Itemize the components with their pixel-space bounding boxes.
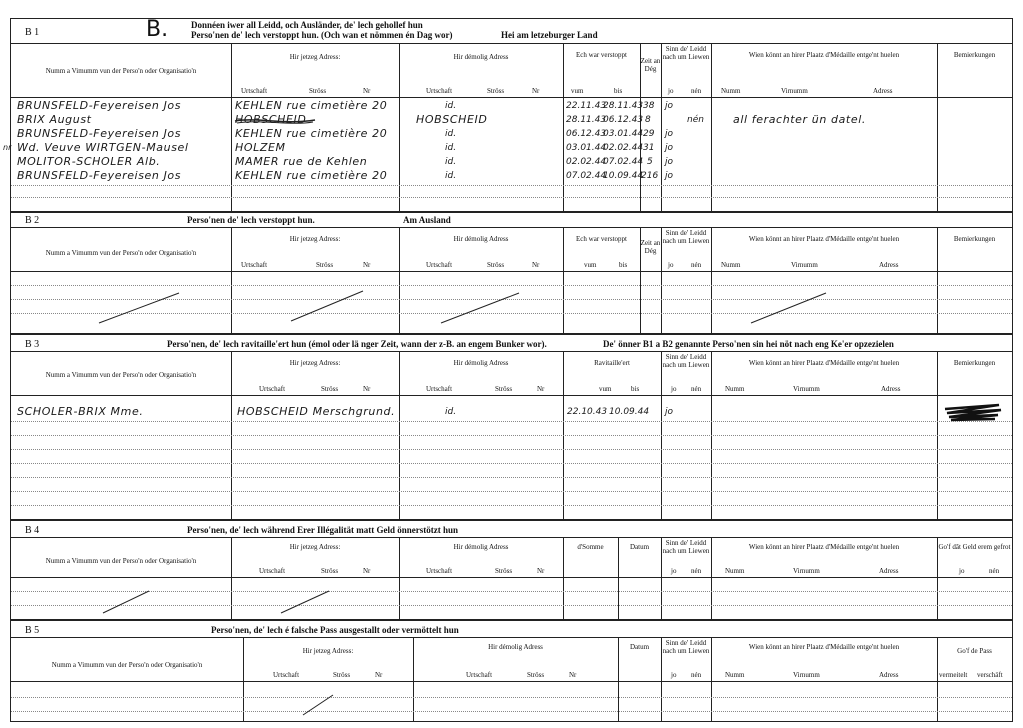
section-note: De' önner B1 a B2 genannte Perso'nen sin hei nöt nach eng Ke'er opzezielen bbox=[603, 339, 894, 349]
sub-nen: nén bbox=[691, 261, 702, 269]
sub-nr: Nr bbox=[363, 87, 371, 95]
sub-nr: Nr bbox=[363, 261, 371, 269]
entry-name: BRUNSFELD-Feyereisen Jos bbox=[17, 99, 182, 112]
entry-former: id. bbox=[445, 101, 457, 111]
sub-numm: Numm bbox=[725, 385, 745, 393]
intro-line-1: Donnéen iwer all Leidd, och Ausländer, de' lech gehollef hun bbox=[191, 20, 423, 30]
sub-stross: Ströss bbox=[495, 385, 513, 393]
sub-numm: Numm bbox=[721, 87, 741, 95]
section-b1 bbox=[3, 17, 1013, 212]
sub-urtschaft: Urtschaft bbox=[426, 87, 453, 95]
sub-vermeitelt: vermeitelt bbox=[939, 671, 968, 679]
section-label: B 5 bbox=[25, 625, 40, 636]
sub-nen: nén bbox=[691, 671, 702, 679]
entry-to: 10.09.44 bbox=[603, 171, 644, 181]
entry-days: 216 bbox=[641, 171, 659, 181]
section-title: Perso'nen, de' lech ravitaille'ert hun (émol oder lä nger Zeit, wann der z-B. an engem Bunker wor). bbox=[167, 339, 547, 349]
col-former-address: Hir démolig Adress bbox=[453, 359, 509, 367]
col-hidden: Ech war verstoppt bbox=[576, 235, 627, 243]
intro-place: Hei am letzeburger Land bbox=[501, 30, 598, 40]
entry-note: all ferachter ün datel. bbox=[733, 113, 866, 126]
col-current-address: Hir jetzeg Adress: bbox=[289, 235, 341, 243]
entry-name: MOLITOR-SCHOLER Alb. bbox=[17, 155, 161, 168]
sub-urtschaft: Urtschaft bbox=[259, 385, 286, 393]
col-sum: d'Somme bbox=[577, 543, 604, 551]
entry-name: BRIX August bbox=[17, 113, 92, 126]
entry-current: KEHLEN rue cimetière 20 bbox=[235, 99, 388, 112]
sub-bis: bis bbox=[631, 385, 640, 393]
entry-alive: jo bbox=[665, 157, 674, 167]
sub-urtschaft: Urtschaft bbox=[466, 671, 493, 679]
col-remarks: Bemierkungen bbox=[953, 359, 996, 367]
sub-nr: Nr bbox=[537, 385, 545, 393]
col-hidden: Ech war verstoppt bbox=[576, 51, 627, 59]
section-label: B 3 bbox=[25, 339, 40, 350]
entry-from: 22.10.43 bbox=[567, 407, 608, 417]
col-former-address: Hir démolig Adress bbox=[453, 235, 509, 243]
blank-slash-marks bbox=[11, 681, 1012, 721]
entry-current: HOBSCHEID Merschgrund. bbox=[237, 405, 396, 418]
col-medal: Wien könnt an hirer Plaatz d'Médaille entge'nt huelen bbox=[748, 235, 900, 243]
col-medal: Wien könnt an hirer Plaatz d'Médaille entge'nt huelen bbox=[748, 543, 900, 551]
sub-urtschaft: Urtschaft bbox=[241, 87, 268, 95]
sub-jo: jo bbox=[671, 567, 677, 575]
sub-nr: Nr bbox=[569, 671, 577, 679]
section-b4 bbox=[10, 520, 1013, 620]
entry-to: 10.09.44 bbox=[609, 407, 650, 417]
entry-to: 06.12.43 bbox=[603, 115, 644, 125]
sub-nr: Nr bbox=[537, 567, 545, 575]
entry-from: 22.11.43 bbox=[566, 101, 607, 111]
entry-from: 28.11.43 bbox=[566, 115, 607, 125]
col-remarks: Bemierkungen bbox=[953, 51, 996, 59]
entry-alive: jo bbox=[665, 171, 674, 181]
sub-bis: bis bbox=[619, 261, 628, 269]
sub-nr: Nr bbox=[363, 567, 371, 575]
col-current-address: Hir jetzeg Adress: bbox=[302, 647, 354, 655]
entry-former: HOBSCHEID bbox=[416, 113, 488, 126]
entry-days: 29 bbox=[643, 129, 655, 139]
col-medal: Wien könnt an hirer Plaatz d'Médaille entge'nt huelen bbox=[748, 359, 900, 367]
sub-stross: Ströss bbox=[321, 385, 339, 393]
strike-through-mark bbox=[235, 115, 315, 127]
entry-to: 02.02.44 bbox=[603, 143, 644, 153]
entry-alive: jo bbox=[665, 129, 674, 139]
col-pass: Go'f de Pass bbox=[957, 647, 992, 655]
entry-alive: jo bbox=[665, 143, 674, 153]
entry-former: id. bbox=[445, 129, 457, 139]
entry-name: BRUNSFELD-Feyereisen Jos bbox=[17, 127, 182, 140]
col-current-address: Hir jetzeg Adress: bbox=[289, 53, 341, 61]
entry-current: KEHLEN rue cimetière 20 bbox=[235, 127, 388, 140]
entry-former: id. bbox=[445, 171, 457, 181]
col-former-address: Hir démolig Adress bbox=[453, 53, 509, 61]
entry-current-struck: HOBSCHEID bbox=[235, 113, 307, 126]
sub-urtschaft: Urtschaft bbox=[426, 261, 453, 269]
entry-from: 03.01.44 bbox=[566, 143, 607, 153]
sub-adress: Adress bbox=[881, 385, 901, 393]
entry-days: 5 bbox=[647, 157, 653, 167]
col-former-address: Hir démolig Adress bbox=[453, 543, 509, 551]
sub-virnumm: Virnumm bbox=[793, 671, 820, 679]
section-b3 bbox=[10, 334, 1013, 520]
col-time: Zeit an Dég bbox=[640, 239, 661, 255]
col-ravitailleert: Ravitaille'ert bbox=[594, 359, 630, 367]
col-alive: Sinn de' Leidd nach um Liewen bbox=[662, 45, 710, 61]
margin-mark: nr bbox=[3, 143, 12, 152]
sub-stross: Ströss bbox=[487, 261, 505, 269]
section-place: Am Ausland bbox=[403, 215, 451, 225]
sub-virnumm: Virnumm bbox=[791, 261, 818, 269]
sub-numm: Numm bbox=[721, 261, 741, 269]
entry-from: 07.02.44 bbox=[566, 171, 607, 181]
section-b2 bbox=[10, 212, 1013, 334]
sub-nen: nén bbox=[691, 87, 702, 95]
col-current-address: Hir jetzeg Adress: bbox=[289, 359, 341, 367]
col-date: Datum bbox=[629, 543, 650, 551]
entry-current: MAMER rue de Kehlen bbox=[235, 155, 368, 168]
col-alive: Sinn de' Leidd nach um Liewen bbox=[662, 539, 710, 555]
entry-days: 38 bbox=[643, 101, 655, 111]
sub-nen: nén bbox=[989, 567, 1000, 575]
sub-virnumm: Virnumm bbox=[793, 385, 820, 393]
col-medal: Wien könnt an hirer Plaatz d'Médaille entge'nt huelen bbox=[748, 51, 900, 59]
sub-urtschaft: Urtschaft bbox=[241, 261, 268, 269]
col-date: Datum bbox=[629, 643, 650, 651]
section-title: Perso'nen, de' lech é falsche Pass ausgestallt oder vermöttelt hun bbox=[211, 625, 459, 635]
col-medal: Wien könnt an hirer Plaatz d'Médaille entge'nt huelen bbox=[748, 643, 900, 651]
blank-slash-marks bbox=[11, 577, 1012, 619]
sub-vum: vum bbox=[584, 261, 597, 269]
sub-numm: Numm bbox=[725, 567, 745, 575]
col-name: Numm a Vimumm vun der Perso'n oder Organisatio'n bbox=[45, 371, 197, 379]
section-label: B 1 bbox=[25, 27, 40, 38]
section-title: Perso'nen, de' lech während Erer Illégalität matt Geld önnerstötzt hun bbox=[187, 525, 458, 535]
col-time: Zeit an Dég bbox=[640, 57, 661, 73]
sub-nr: Nr bbox=[363, 385, 371, 393]
scribble-mark bbox=[943, 401, 1003, 423]
entry-former: id. bbox=[445, 143, 457, 153]
sub-urtschaft: Urtschaft bbox=[273, 671, 300, 679]
entry-days: 8 bbox=[645, 115, 651, 125]
entry-current: HOLZEM bbox=[235, 141, 286, 154]
col-name: Numm a Vimumm vun der Perso'n oder Organisatio'n bbox=[45, 67, 197, 75]
entry-from: 06.12.43 bbox=[566, 129, 607, 139]
sub-adress: Adress bbox=[879, 567, 899, 575]
sub-urtschaft: Urtschaft bbox=[426, 385, 453, 393]
section-label: B 4 bbox=[25, 525, 40, 536]
entry-to: 07.02.44 bbox=[603, 157, 644, 167]
sub-stross: Ströss bbox=[321, 567, 339, 575]
entry-days: 31 bbox=[643, 143, 655, 153]
section-label: B 2 bbox=[25, 215, 40, 226]
entry-nen: nén bbox=[687, 115, 704, 125]
sub-adress: Adress bbox=[873, 87, 893, 95]
sub-jo: jo bbox=[959, 567, 965, 575]
entry-to: 03.01.44 bbox=[603, 129, 644, 139]
form-letter: B. bbox=[146, 17, 169, 42]
sub-nr: Nr bbox=[532, 87, 540, 95]
sub-stross: Ströss bbox=[333, 671, 351, 679]
entry-name: BRUNSFELD-Feyereisen Jos bbox=[17, 169, 182, 182]
sub-urtschaft: Urtschaft bbox=[259, 567, 286, 575]
entry-from: 02.02.44 bbox=[566, 157, 607, 167]
intro-line-2: Perso'nen de' lech verstoppt hun. (Och wan et nömmen én Dag wor) bbox=[191, 30, 453, 40]
sub-verschaft: verschäft bbox=[977, 671, 1003, 679]
sub-adress: Adress bbox=[879, 261, 899, 269]
sub-virnumm: Virnumm bbox=[781, 87, 808, 95]
entry-current: KEHLEN rue cimetière 20 bbox=[235, 169, 388, 182]
sub-nen: nén bbox=[691, 567, 702, 575]
sub-jo: jo bbox=[668, 261, 674, 269]
entry-name: Wd. Veuve WIRTGEN-Mausel bbox=[17, 141, 189, 154]
sub-nr: Nr bbox=[375, 671, 383, 679]
sub-nr: Nr bbox=[532, 261, 540, 269]
sub-bis: bis bbox=[614, 87, 623, 95]
sub-adress: Adress bbox=[879, 671, 899, 679]
col-alive: Sinn de' Leidd nach um Liewen bbox=[662, 639, 710, 655]
entry-alive: jo bbox=[665, 407, 674, 417]
sub-vum: vum bbox=[599, 385, 612, 393]
sub-virnumm: Virnumm bbox=[793, 567, 820, 575]
sub-stross: Ströss bbox=[309, 87, 327, 95]
blank-slash-marks bbox=[11, 271, 1012, 333]
col-name: Numm a Vimumm vun der Perso'n oder Organisatio'n bbox=[45, 557, 197, 565]
sub-numm: Numm bbox=[725, 671, 745, 679]
sub-jo: jo bbox=[671, 385, 677, 393]
section-title: Perso'nen de' lech verstoppt hun. bbox=[187, 215, 315, 225]
entry-former: id. bbox=[445, 407, 457, 417]
col-alive: Sinn de' Leidd nach um Liewen bbox=[662, 229, 710, 245]
sub-urtschaft: Urtschaft bbox=[426, 567, 453, 575]
col-name: Numm a Vimumm vun der Perso'n oder Organisatio'n bbox=[45, 249, 197, 257]
entry-name: SCHOLER-BRIX Mme. bbox=[17, 405, 144, 418]
col-remarks: Bemierkungen bbox=[953, 235, 996, 243]
sub-stross: Ströss bbox=[487, 87, 505, 95]
sub-jo: jo bbox=[671, 671, 677, 679]
sub-stross: Ströss bbox=[495, 567, 513, 575]
entry-to: 28.11.43 bbox=[603, 101, 644, 111]
col-former-address: Hir démolig Adress bbox=[488, 643, 543, 651]
col-alive: Sinn de' Leidd nach um Liewen bbox=[662, 353, 710, 369]
entry-former: id. bbox=[445, 157, 457, 167]
col-money-returned: Go'f dât Geld erem gefrot bbox=[938, 543, 1011, 551]
sub-stross: Ströss bbox=[316, 261, 334, 269]
form-page bbox=[3, 4, 1013, 724]
sub-vum: vum bbox=[571, 87, 584, 95]
sub-jo: jo bbox=[668, 87, 674, 95]
sub-stross: Ströss bbox=[527, 671, 545, 679]
col-name: Numm a Vimumm vun der Perso'n oder Organisatio'n bbox=[51, 661, 203, 669]
col-current-address: Hir jetzeg Adress: bbox=[289, 543, 341, 551]
entry-alive: jo bbox=[665, 101, 674, 111]
section-b5 bbox=[10, 620, 1013, 722]
sub-nen: nén bbox=[691, 385, 702, 393]
